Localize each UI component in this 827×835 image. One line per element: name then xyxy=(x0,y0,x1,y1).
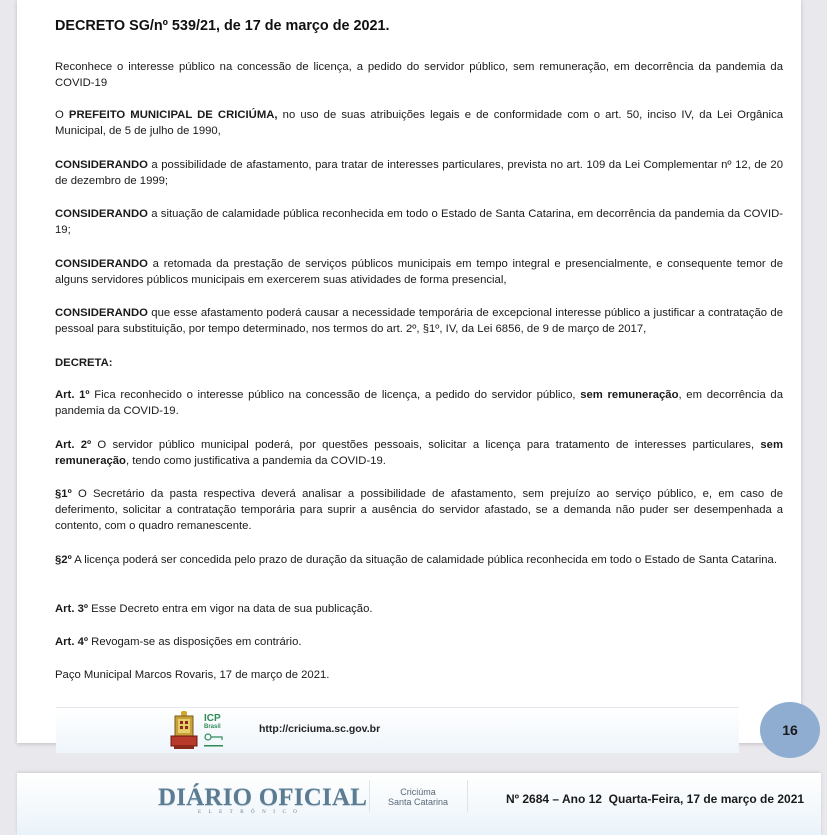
article-text: , em decorrência da pandemia da COVID-19. xyxy=(55,389,783,417)
decree-summary: Reconhece o interesse público na concessão de licença, a pedido do servidor público, sem remuneração, em decorrência da pandemia da COVID-19 xyxy=(55,61,783,89)
article-text: , tendo como justificativa a pandemia da COVID-19. xyxy=(125,455,386,467)
decree-title: DECRETO SG/nº 539/21, de 17 de março de 2021. xyxy=(55,18,390,34)
preamble-prefix: O xyxy=(55,109,69,121)
paragraph-label: §2º xyxy=(55,554,72,566)
masthead-subtitle: ELETRÔNICO xyxy=(198,810,305,815)
page-footer-band xyxy=(56,707,739,753)
diario-oficial-masthead: DIÁRIO OFICIAL xyxy=(158,784,368,811)
decreta-label: DECRETA: xyxy=(55,357,113,369)
considerando-text: a situação de calamidade pública reconhecida em todo o Estado de Santa Catarina, em decorrência da pandemia da COVID-19; xyxy=(55,208,783,236)
considerando-3 xyxy=(55,256,783,288)
article-3 xyxy=(55,601,783,617)
paragraph-text: O Secretário da pasta respectiva deverá analisar a possibilidade de afastamento, sem prejuízo ao serviço público, e, em caso de deferimento, solicitar a contratação temporária para suprir a ausência do servidor afastado, se a demanda não puder ser desempenhada a contento, com o quadro remanescente. xyxy=(55,488,783,532)
article-4 xyxy=(55,634,783,650)
considerando-2 xyxy=(55,206,783,238)
paragraph-text: A licença poderá ser concedida pelo prazo de duração da situação de calamidade pública reconhecida em todo o Estado de Santa Catarina. xyxy=(71,554,777,566)
paragraph-2 xyxy=(55,552,783,568)
article-text: O servidor público municipal poderá, por questões pessoais, solicitar a licença para tratamento de interesses particulares, xyxy=(91,439,761,451)
considerando-label: CONSIDERANDO xyxy=(55,208,148,220)
footer-url-link[interactable]: http://criciuma.sc.gov.br xyxy=(259,723,381,735)
icp-brasil-icon xyxy=(203,711,225,751)
article-text: Revogam-se as disposições em contrário. xyxy=(88,636,302,648)
article-label: Art. 2º xyxy=(55,439,92,451)
article-text: Esse Decreto entra em vigor na data de sua publicação. xyxy=(88,603,373,615)
article-bold-text: sem remuneração xyxy=(580,389,679,401)
preamble-bold: PREFEITO MUNICIPAL DE CRICIÚMA, xyxy=(68,109,278,121)
considerando-text: que esse afastamento poderá causar a necessidade temporária de excepcional interesse público a justificar a contratação de pessoal para substituição, por tempo determinado, nos termos do art. 2º, §1º, IV, da Lei 6856, de 9 de março de 2017, xyxy=(55,307,783,335)
considerando-4 xyxy=(55,305,783,337)
city-label xyxy=(371,787,465,807)
considerando-label: CONSIDERANDO xyxy=(55,307,148,319)
closing-line: Paço Municipal Marcos Rovaris, 17 de março de 2021. xyxy=(55,669,330,681)
considerando-label: CONSIDERANDO xyxy=(55,258,148,270)
state-name: Santa Catarina xyxy=(387,797,449,807)
document-page xyxy=(17,0,801,743)
svg-text:Brasil: Brasil xyxy=(204,724,221,730)
criciuma-crest-icon xyxy=(168,710,200,750)
header-divider xyxy=(467,780,468,812)
article-text: Fica reconhecido o interesse público na concessão de licença, a pedido do servidor público, xyxy=(89,389,581,401)
article-bold-text: sem remuneração xyxy=(55,439,783,467)
decreta-heading xyxy=(55,355,783,371)
article-label: Art. 4º xyxy=(55,636,89,648)
considerando-text: a possibilidade de afastamento, para tratar de interesses particulares, prevista no art. 109 da Lei Complementar nº 12, de 20 de dezembro de 1999; xyxy=(55,159,783,187)
considerando-1 xyxy=(55,157,783,189)
article-label: Art. 3º xyxy=(55,603,89,615)
paragraph-1 xyxy=(55,486,783,534)
page-number-badge xyxy=(760,702,820,758)
city-name: Criciúma xyxy=(400,787,436,797)
article-2 xyxy=(55,437,783,469)
considerando-text: a retomada da prestação de serviços públicos municipais em tempo integral e presencialmente, e consequente temor de alguns servidores públicos municipais em exercerem suas atividades de forma presencial, xyxy=(55,258,783,286)
article-1 xyxy=(55,387,783,419)
preamble-text: no uso de suas atribuições legais e de conformidade com o art. 50, inciso IV, da Lei Orgânica Municipal, de 5 de julho de 1990, xyxy=(55,109,783,137)
edition-info: Nº 2684 – Ano 12 Quarta-Feira, 17 de março de 2021 xyxy=(506,792,805,806)
considerando-label: CONSIDERANDO xyxy=(55,159,148,171)
paragraph-label: §1º xyxy=(55,488,72,500)
article-label: Art. 1º xyxy=(55,389,90,401)
icp-brasil-logo xyxy=(203,711,225,751)
preamble xyxy=(55,107,783,139)
header-divider xyxy=(369,780,370,812)
page-number: 16 xyxy=(782,722,798,738)
svg-text:ICP: ICP xyxy=(204,713,221,724)
